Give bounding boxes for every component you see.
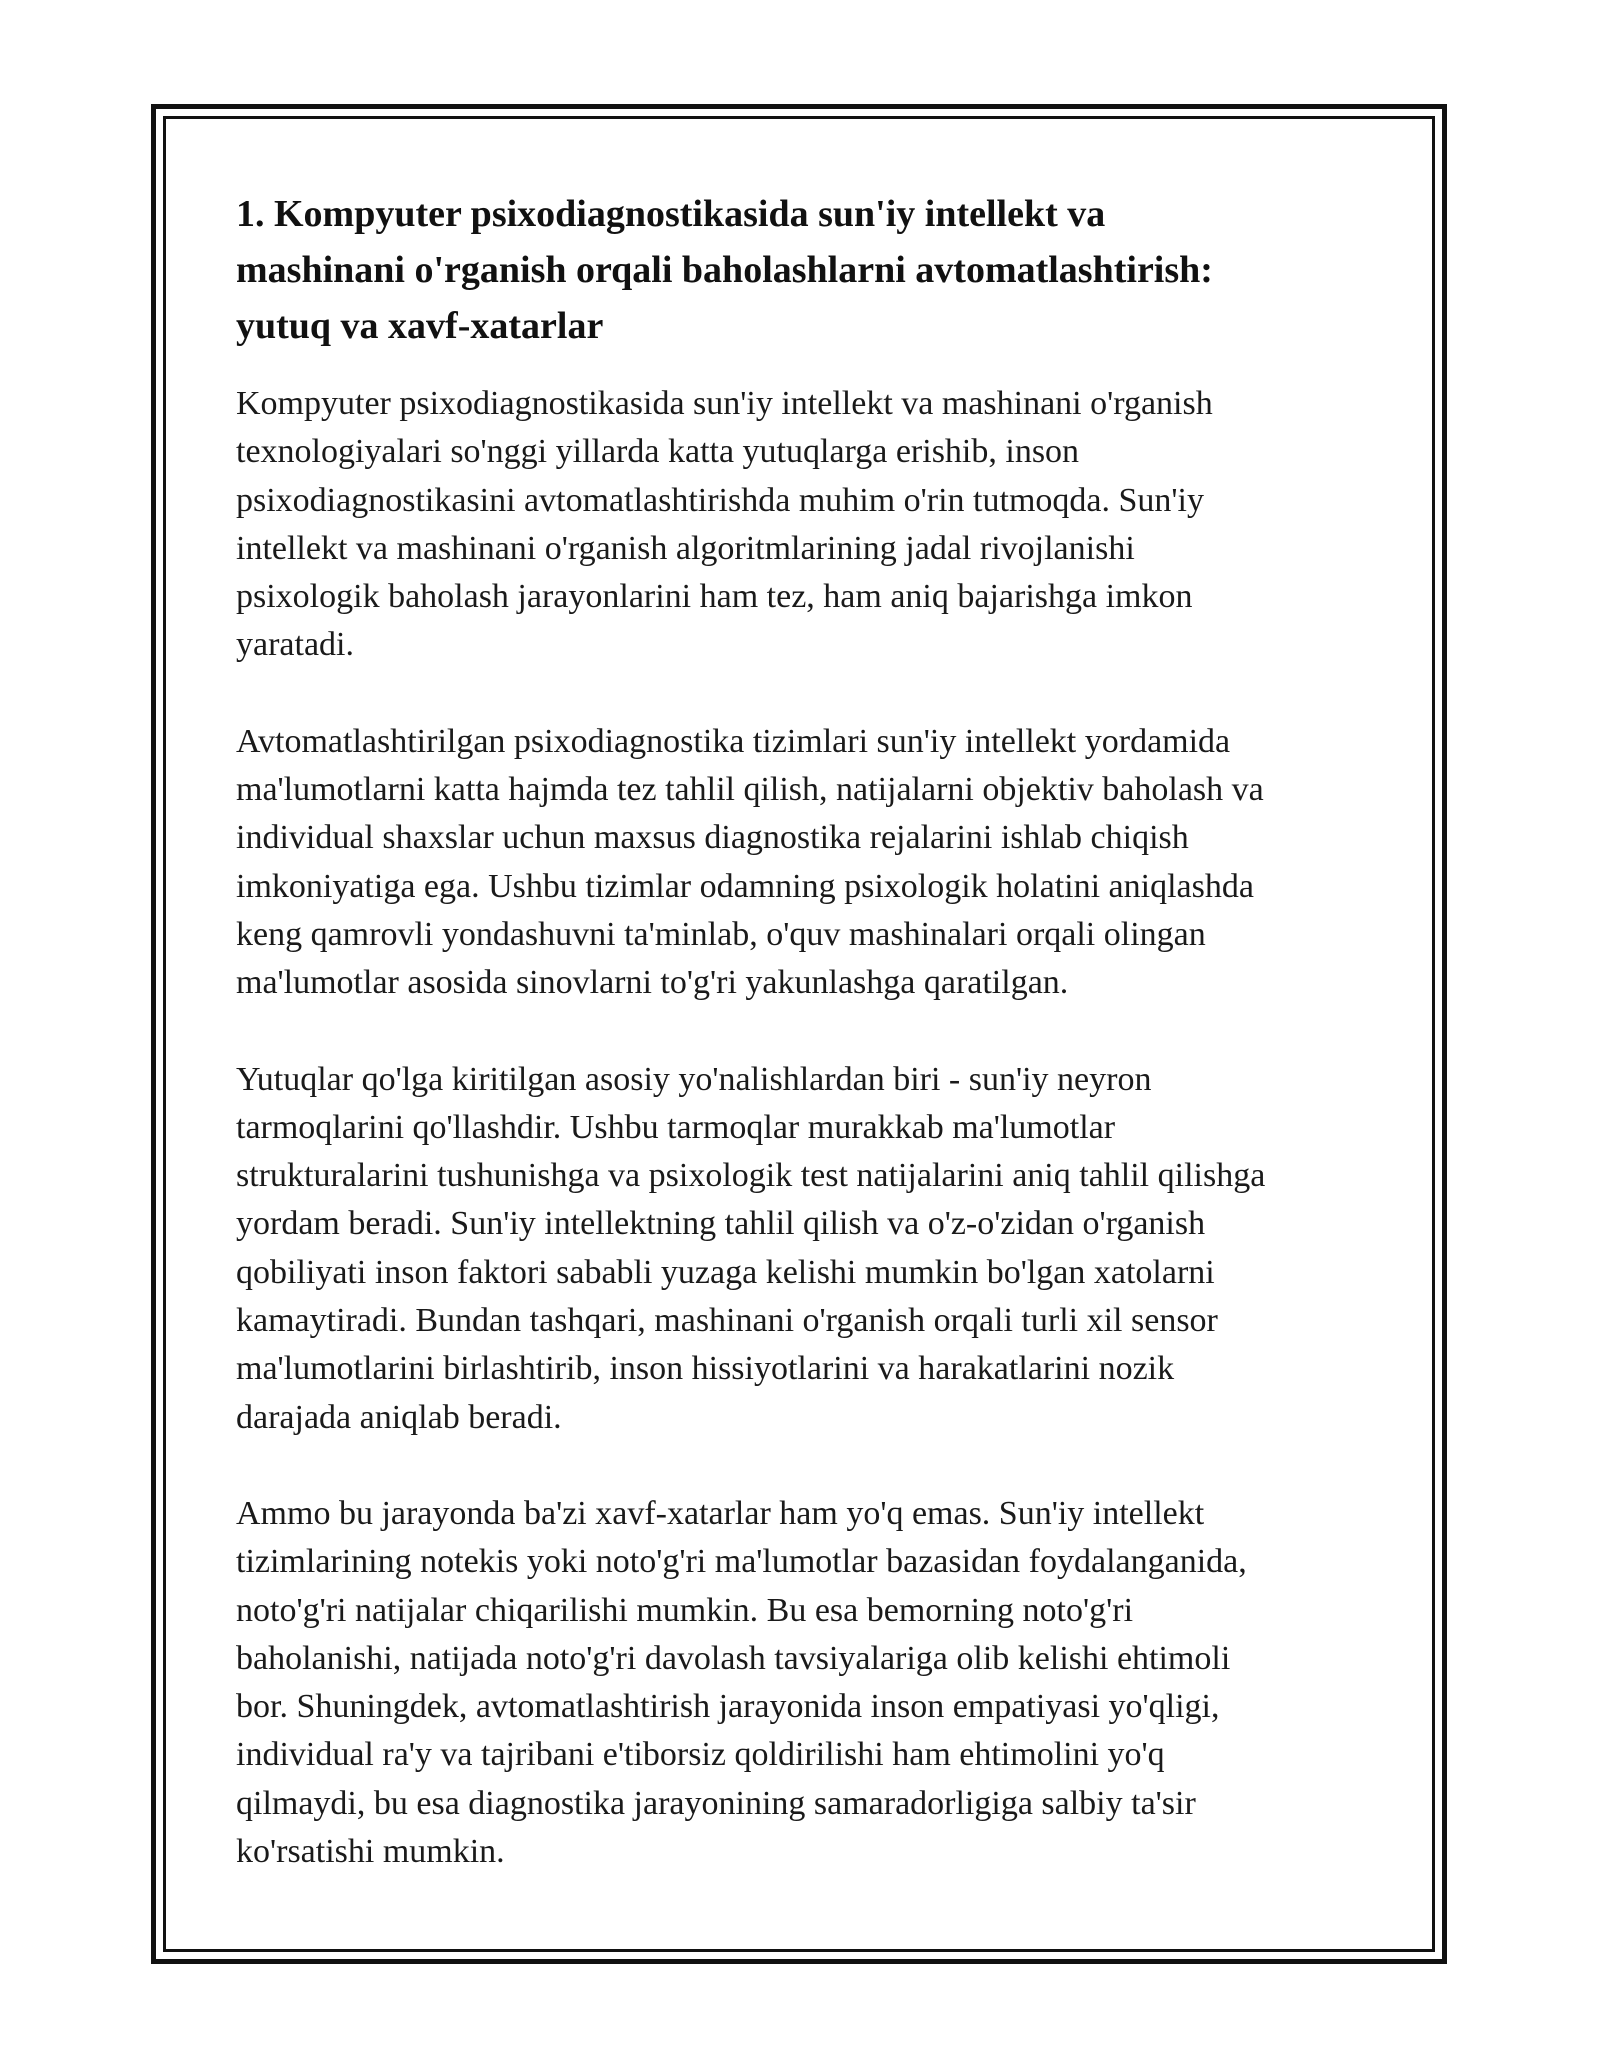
text-line: Yutuqlar qo'lga kiritilgan asosiy yo'nalishlardan biri - sun'iy neyron bbox=[236, 1060, 1152, 1098]
text-line: qobiliyati inson faktori sababli yuzaga kelishi mumkin bo'lgan xatolarni bbox=[236, 1253, 1215, 1291]
text-line: tarmoqlarini qo'llashdir. Ushbu tarmoqlar murakkab ma'lumotlar bbox=[236, 1108, 1116, 1146]
text-line: individual ra'y va tajribani e'tiborsiz qoldirilishi ham ehtimolini yo'q bbox=[236, 1736, 1165, 1774]
paragraph-achievements bbox=[236, 1056, 1366, 1442]
text-line: tizimlarining notekis yoki noto'g'ri ma'lumotlar bazasidan foydalanganida, bbox=[236, 1543, 1247, 1581]
paragraph-automated-systems bbox=[236, 718, 1366, 1008]
text-line: Kompyuter psixodiagnostikasida sun'iy intellekt va mashinani o'rganish bbox=[236, 385, 1213, 422]
text-line: kamaytiradi. Bundan tashqari, mashinani o'rganish orqali turli xil sensor bbox=[236, 1302, 1218, 1340]
text-line: individual shaxslar uchun maxsus diagnostika rejalarini ishlab chiqish bbox=[236, 819, 1189, 857]
heading-line: yutuq va xavf-xatarlar bbox=[236, 305, 604, 347]
text-line: psixologik baholash jarayonlarini ham tez, ham aniq bajarishga imkon bbox=[236, 578, 1193, 616]
text-line: darajada aniqlab beradi. bbox=[236, 1398, 562, 1436]
text-line: bor. Shuningdek, avtomatlashtirish jarayonida inson empatiyasi yo'qligi, bbox=[236, 1688, 1220, 1726]
text-line: Ammo bu jarayonda ba'zi xavf-xatarlar ham yo'q emas. Sun'iy intellekt bbox=[236, 1494, 1205, 1532]
text-line: qilmaydi, bu esa diagnostika jarayonining samaradorligiga salbiy ta'sir bbox=[236, 1784, 1196, 1822]
text-line: imkoniyatiga ega. Ushbu tizimlar odamning psixologik holatini aniqlashda bbox=[236, 867, 1254, 905]
text-line: ma'lumotlarini birlashtirib, inson hissiyotlarini va harakatlarini nozik bbox=[236, 1350, 1175, 1388]
text-line: noto'g'ri natijalar chiqarilishi mumkin. Bu esa bemorning noto'g'ri bbox=[236, 1591, 1134, 1629]
document-content bbox=[236, 186, 1366, 1924]
heading-line: mashinani o'rganish orqali baholashlarni avtomatlashtirish: bbox=[236, 249, 1213, 291]
text-line: psixodiagnostikasini avtomatlashtirishda muhim o'rin tutmoqda. Sun'iy bbox=[236, 481, 1204, 519]
text-line: baholanishi, natijada noto'g'ri davolash tavsiyalariga olib kelishi ehtimoli bbox=[236, 1639, 1231, 1677]
text-line: ma'lumotlarni katta hajmda tez tahlil qilish, natijalarni objektiv baholash va bbox=[236, 771, 1264, 809]
text-line: texnologiyalari so'nggi yillarda katta yutuqlarga erishib, inson bbox=[236, 433, 1080, 471]
text-line: keng qamrovli yondashuvni ta'minlab, o'quv mashinalari orqali olingan bbox=[236, 915, 1206, 953]
text-line: Avtomatlashtirilgan psixodiagnostika tizimlari sun'iy intellekt yordamida bbox=[236, 722, 1231, 760]
heading-line: 1. Kompyuter psixodiagnostikasida sun'iy intellekt va bbox=[236, 193, 1106, 235]
section-heading bbox=[236, 186, 1366, 354]
text-line: intellekt va mashinani o'rganish algoritmlarining jadal rivojlanishi bbox=[236, 529, 1135, 567]
text-line: strukturalarini tushunishga va psixologik test natijalarini aniq tahlil qilishga bbox=[236, 1157, 1266, 1195]
text-line: yaratadi. bbox=[236, 626, 354, 664]
text-line: ko'rsatishi mumkin. bbox=[236, 1833, 505, 1871]
paragraph-risks bbox=[236, 1490, 1366, 1876]
paragraph-intro bbox=[236, 380, 1366, 670]
text-line: yordam beradi. Sun'iy intellektning tahlil qilish va o'z-o'zidan o'rganish bbox=[236, 1205, 1206, 1243]
text-line: ma'lumotlar asosida sinovlarni to'g'ri yakunlashga qaratilgan. bbox=[236, 964, 1069, 1002]
